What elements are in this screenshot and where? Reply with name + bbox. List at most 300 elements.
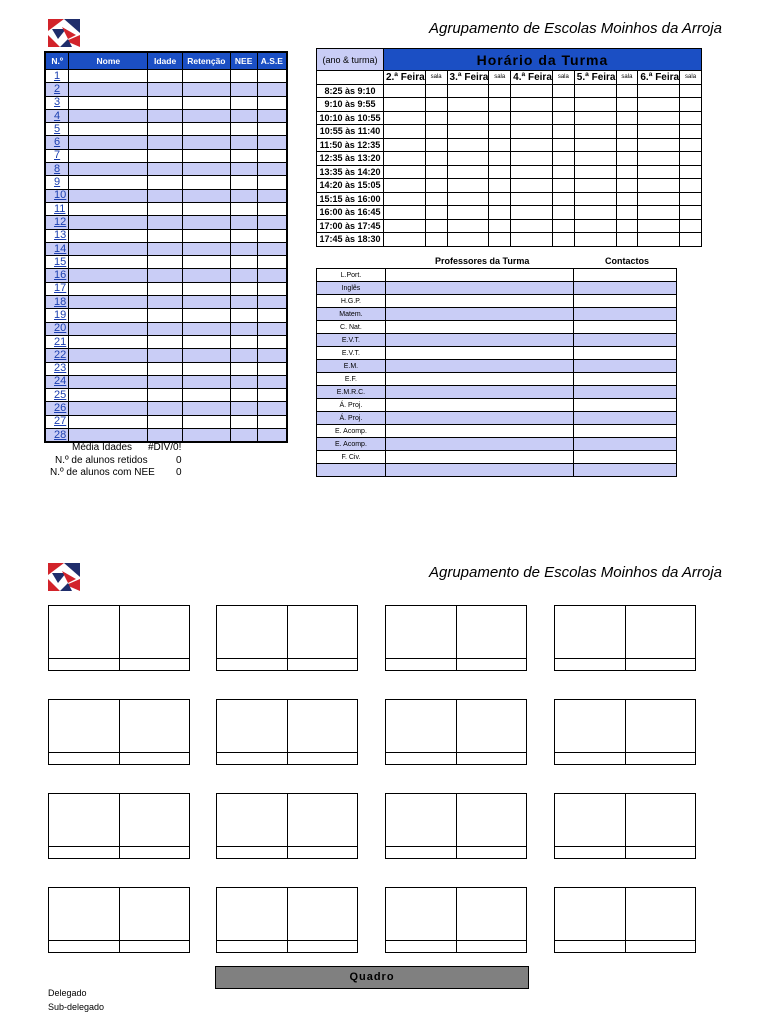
- student-retention-cell[interactable]: [182, 362, 230, 375]
- student-desk[interactable]: [385, 699, 527, 765]
- schedule-room-cell[interactable]: [425, 138, 447, 152]
- student-name-cell[interactable]: [69, 375, 148, 388]
- student-number-link[interactable]: 10: [45, 189, 69, 202]
- schedule-room-cell[interactable]: [552, 98, 574, 112]
- schedule-room-cell[interactable]: [489, 98, 511, 112]
- student-desk[interactable]: [554, 699, 696, 765]
- schedule-subject-cell[interactable]: [447, 206, 489, 220]
- student-ase-cell[interactable]: [257, 242, 287, 255]
- schedule-subject-cell[interactable]: [447, 179, 489, 193]
- student-nee-cell[interactable]: [230, 83, 257, 96]
- schedule-room-cell[interactable]: [425, 219, 447, 233]
- schedule-room-cell[interactable]: [489, 111, 511, 125]
- schedule-room-cell[interactable]: [425, 152, 447, 166]
- student-ase-cell[interactable]: [257, 335, 287, 348]
- student-ase-cell[interactable]: [257, 123, 287, 136]
- schedule-subject-cell[interactable]: [383, 179, 425, 193]
- student-retention-cell[interactable]: [182, 123, 230, 136]
- professor-name-cell[interactable]: [385, 412, 573, 425]
- schedule-subject-cell[interactable]: [447, 138, 489, 152]
- student-number-link[interactable]: 21: [45, 335, 69, 348]
- schedule-subject-cell[interactable]: [638, 165, 680, 179]
- student-nee-cell[interactable]: [230, 189, 257, 202]
- student-age-cell[interactable]: [148, 282, 183, 295]
- student-age-cell[interactable]: [148, 269, 183, 282]
- student-nee-cell[interactable]: [230, 375, 257, 388]
- student-name-cell[interactable]: [69, 296, 148, 309]
- student-age-cell[interactable]: [148, 335, 183, 348]
- student-nee-cell[interactable]: [230, 349, 257, 362]
- student-retention-cell[interactable]: [182, 375, 230, 388]
- professor-contact-cell[interactable]: [574, 321, 677, 334]
- student-age-cell[interactable]: [148, 163, 183, 176]
- professor-contact-cell[interactable]: [574, 425, 677, 438]
- student-ase-cell[interactable]: [257, 229, 287, 242]
- student-name-cell[interactable]: [69, 415, 148, 428]
- student-number-link[interactable]: 8: [45, 163, 69, 176]
- schedule-subject-cell[interactable]: [383, 111, 425, 125]
- professor-contact-cell[interactable]: [574, 412, 677, 425]
- schedule-room-cell[interactable]: [425, 192, 447, 206]
- professor-contact-cell[interactable]: [574, 373, 677, 386]
- student-nee-cell[interactable]: [230, 429, 257, 443]
- student-ase-cell[interactable]: [257, 269, 287, 282]
- student-name-cell[interactable]: [69, 362, 148, 375]
- schedule-subject-cell[interactable]: [511, 165, 553, 179]
- student-number-link[interactable]: 20: [45, 322, 69, 335]
- student-name-cell[interactable]: [69, 389, 148, 402]
- schedule-room-cell[interactable]: [680, 219, 702, 233]
- student-nee-cell[interactable]: [230, 296, 257, 309]
- schedule-room-cell[interactable]: [489, 233, 511, 247]
- student-nee-cell[interactable]: [230, 309, 257, 322]
- schedule-room-cell[interactable]: [680, 206, 702, 220]
- student-age-cell[interactable]: [148, 322, 183, 335]
- student-age-cell[interactable]: [148, 375, 183, 388]
- schedule-subject-cell[interactable]: [511, 233, 553, 247]
- schedule-room-cell[interactable]: [552, 152, 574, 166]
- student-retention-cell[interactable]: [182, 189, 230, 202]
- student-number-link[interactable]: 15: [45, 256, 69, 269]
- student-retention-cell[interactable]: [182, 389, 230, 402]
- student-nee-cell[interactable]: [230, 269, 257, 282]
- schedule-room-cell[interactable]: [680, 233, 702, 247]
- student-desk[interactable]: [48, 605, 190, 671]
- student-retention-cell[interactable]: [182, 282, 230, 295]
- student-retention-cell[interactable]: [182, 202, 230, 215]
- student-number-link[interactable]: 24: [45, 375, 69, 388]
- student-nee-cell[interactable]: [230, 136, 257, 149]
- student-retention-cell[interactable]: [182, 136, 230, 149]
- student-desk[interactable]: [48, 699, 190, 765]
- student-name-cell[interactable]: [69, 282, 148, 295]
- professor-name-cell[interactable]: [385, 334, 573, 347]
- student-number-link[interactable]: 14: [45, 242, 69, 255]
- schedule-room-cell[interactable]: [616, 192, 638, 206]
- professor-name-cell[interactable]: [385, 399, 573, 412]
- schedule-room-cell[interactable]: [552, 138, 574, 152]
- schedule-subject-cell[interactable]: [574, 192, 616, 206]
- student-desk[interactable]: [216, 793, 358, 859]
- student-name-cell[interactable]: [69, 349, 148, 362]
- professor-name-cell[interactable]: [385, 386, 573, 399]
- student-name-cell[interactable]: [69, 429, 148, 443]
- schedule-subject-cell[interactable]: [638, 206, 680, 220]
- student-retention-cell[interactable]: [182, 296, 230, 309]
- student-age-cell[interactable]: [148, 96, 183, 109]
- schedule-subject-cell[interactable]: [383, 165, 425, 179]
- schedule-subject-cell[interactable]: [574, 98, 616, 112]
- student-age-cell[interactable]: [148, 176, 183, 189]
- student-ase-cell[interactable]: [257, 309, 287, 322]
- student-ase-cell[interactable]: [257, 349, 287, 362]
- student-age-cell[interactable]: [148, 149, 183, 162]
- student-age-cell[interactable]: [148, 296, 183, 309]
- schedule-room-cell[interactable]: [680, 84, 702, 98]
- schedule-subject-cell[interactable]: [511, 111, 553, 125]
- student-number-link[interactable]: 27: [45, 415, 69, 428]
- student-number-link[interactable]: 11: [45, 202, 69, 215]
- student-age-cell[interactable]: [148, 349, 183, 362]
- student-number-link[interactable]: 7: [45, 149, 69, 162]
- student-retention-cell[interactable]: [182, 109, 230, 122]
- schedule-subject-cell[interactable]: [574, 152, 616, 166]
- professor-contact-cell[interactable]: [574, 399, 677, 412]
- student-age-cell[interactable]: [148, 202, 183, 215]
- schedule-subject-cell[interactable]: [447, 165, 489, 179]
- student-desk[interactable]: [385, 605, 527, 671]
- student-nee-cell[interactable]: [230, 242, 257, 255]
- student-retention-cell[interactable]: [182, 335, 230, 348]
- schedule-subject-cell[interactable]: [638, 192, 680, 206]
- student-ase-cell[interactable]: [257, 389, 287, 402]
- student-name-cell[interactable]: [69, 83, 148, 96]
- student-number-link[interactable]: 6: [45, 136, 69, 149]
- student-retention-cell[interactable]: [182, 149, 230, 162]
- student-age-cell[interactable]: [148, 256, 183, 269]
- student-nee-cell[interactable]: [230, 216, 257, 229]
- professor-name-cell[interactable]: [385, 451, 573, 464]
- student-age-cell[interactable]: [148, 429, 183, 443]
- schedule-subject-cell[interactable]: [638, 179, 680, 193]
- student-ase-cell[interactable]: [257, 83, 287, 96]
- student-number-link[interactable]: 19: [45, 309, 69, 322]
- student-desk[interactable]: [554, 887, 696, 953]
- schedule-subject-cell[interactable]: [447, 152, 489, 166]
- schedule-subject-cell[interactable]: [383, 98, 425, 112]
- schedule-room-cell[interactable]: [552, 179, 574, 193]
- professor-contact-cell[interactable]: [574, 464, 677, 477]
- student-nee-cell[interactable]: [230, 402, 257, 415]
- professor-contact-cell[interactable]: [574, 308, 677, 321]
- schedule-room-cell[interactable]: [616, 152, 638, 166]
- schedule-subject-cell[interactable]: [638, 233, 680, 247]
- student-retention-cell[interactable]: [182, 349, 230, 362]
- schedule-room-cell[interactable]: [616, 111, 638, 125]
- schedule-subject-cell[interactable]: [511, 206, 553, 220]
- professor-contact-cell[interactable]: [574, 360, 677, 373]
- student-ase-cell[interactable]: [257, 322, 287, 335]
- student-ase-cell[interactable]: [257, 282, 287, 295]
- student-age-cell[interactable]: [148, 242, 183, 255]
- student-age-cell[interactable]: [148, 402, 183, 415]
- schedule-subject-cell[interactable]: [638, 98, 680, 112]
- student-nee-cell[interactable]: [230, 335, 257, 348]
- student-retention-cell[interactable]: [182, 415, 230, 428]
- schedule-subject-cell[interactable]: [638, 152, 680, 166]
- schedule-subject-cell[interactable]: [574, 84, 616, 98]
- schedule-room-cell[interactable]: [616, 206, 638, 220]
- student-retention-cell[interactable]: [182, 429, 230, 443]
- student-ase-cell[interactable]: [257, 109, 287, 122]
- schedule-subject-cell[interactable]: [638, 84, 680, 98]
- professor-name-cell[interactable]: [385, 425, 573, 438]
- schedule-subject-cell[interactable]: [383, 152, 425, 166]
- student-desk[interactable]: [554, 605, 696, 671]
- student-retention-cell[interactable]: [182, 402, 230, 415]
- student-name-cell[interactable]: [69, 216, 148, 229]
- schedule-room-cell[interactable]: [680, 179, 702, 193]
- professor-contact-cell[interactable]: [574, 347, 677, 360]
- schedule-subject-cell[interactable]: [511, 98, 553, 112]
- student-age-cell[interactable]: [148, 70, 183, 83]
- student-nee-cell[interactable]: [230, 415, 257, 428]
- student-name-cell[interactable]: [69, 229, 148, 242]
- student-age-cell[interactable]: [148, 389, 183, 402]
- student-name-cell[interactable]: [69, 242, 148, 255]
- student-name-cell[interactable]: [69, 189, 148, 202]
- schedule-subject-cell[interactable]: [511, 84, 553, 98]
- schedule-room-cell[interactable]: [489, 152, 511, 166]
- student-ase-cell[interactable]: [257, 149, 287, 162]
- student-name-cell[interactable]: [69, 322, 148, 335]
- student-nee-cell[interactable]: [230, 109, 257, 122]
- schedule-room-cell[interactable]: [489, 138, 511, 152]
- student-name-cell[interactable]: [69, 176, 148, 189]
- schedule-subject-cell[interactable]: [447, 98, 489, 112]
- schedule-subject-cell[interactable]: [511, 152, 553, 166]
- professor-contact-cell[interactable]: [574, 295, 677, 308]
- student-nee-cell[interactable]: [230, 229, 257, 242]
- schedule-room-cell[interactable]: [425, 206, 447, 220]
- schedule-subject-cell[interactable]: [383, 138, 425, 152]
- schedule-room-cell[interactable]: [616, 125, 638, 139]
- student-retention-cell[interactable]: [182, 309, 230, 322]
- student-age-cell[interactable]: [148, 216, 183, 229]
- schedule-subject-cell[interactable]: [511, 179, 553, 193]
- schedule-room-cell[interactable]: [552, 84, 574, 98]
- student-ase-cell[interactable]: [257, 163, 287, 176]
- student-retention-cell[interactable]: [182, 163, 230, 176]
- student-name-cell[interactable]: [69, 96, 148, 109]
- schedule-room-cell[interactable]: [489, 165, 511, 179]
- student-number-link[interactable]: 23: [45, 362, 69, 375]
- schedule-room-cell[interactable]: [616, 84, 638, 98]
- student-ase-cell[interactable]: [257, 362, 287, 375]
- student-number-link[interactable]: 28: [45, 429, 69, 443]
- schedule-subject-cell[interactable]: [511, 192, 553, 206]
- student-age-cell[interactable]: [148, 136, 183, 149]
- professor-name-cell[interactable]: [385, 321, 573, 334]
- schedule-room-cell[interactable]: [552, 219, 574, 233]
- student-desk[interactable]: [48, 793, 190, 859]
- schedule-subject-cell[interactable]: [383, 125, 425, 139]
- student-nee-cell[interactable]: [230, 70, 257, 83]
- student-number-link[interactable]: 16: [45, 269, 69, 282]
- student-number-link[interactable]: 9: [45, 176, 69, 189]
- student-name-cell[interactable]: [69, 70, 148, 83]
- schedule-subject-cell[interactable]: [383, 206, 425, 220]
- student-age-cell[interactable]: [148, 362, 183, 375]
- schedule-subject-cell[interactable]: [447, 111, 489, 125]
- schedule-subject-cell[interactable]: [447, 84, 489, 98]
- student-ase-cell[interactable]: [257, 256, 287, 269]
- student-desk[interactable]: [216, 699, 358, 765]
- student-ase-cell[interactable]: [257, 415, 287, 428]
- schedule-subject-cell[interactable]: [574, 111, 616, 125]
- student-ase-cell[interactable]: [257, 429, 287, 443]
- student-retention-cell[interactable]: [182, 83, 230, 96]
- student-nee-cell[interactable]: [230, 163, 257, 176]
- schedule-subject-cell[interactable]: [574, 165, 616, 179]
- student-number-link[interactable]: 1: [45, 70, 69, 83]
- schedule-room-cell[interactable]: [425, 233, 447, 247]
- student-nee-cell[interactable]: [230, 322, 257, 335]
- student-number-link[interactable]: 5: [45, 123, 69, 136]
- professor-name-cell[interactable]: [385, 308, 573, 321]
- student-number-link[interactable]: 2: [45, 83, 69, 96]
- student-ase-cell[interactable]: [257, 202, 287, 215]
- schedule-room-cell[interactable]: [616, 138, 638, 152]
- professor-name-cell[interactable]: [385, 373, 573, 386]
- professor-name-cell[interactable]: [385, 360, 573, 373]
- professor-name-cell[interactable]: [385, 464, 573, 477]
- student-nee-cell[interactable]: [230, 123, 257, 136]
- student-retention-cell[interactable]: [182, 242, 230, 255]
- student-retention-cell[interactable]: [182, 269, 230, 282]
- schedule-room-cell[interactable]: [680, 125, 702, 139]
- student-desk[interactable]: [48, 887, 190, 953]
- student-name-cell[interactable]: [69, 202, 148, 215]
- student-nee-cell[interactable]: [230, 96, 257, 109]
- professor-name-cell[interactable]: [385, 347, 573, 360]
- schedule-room-cell[interactable]: [680, 111, 702, 125]
- schedule-room-cell[interactable]: [680, 165, 702, 179]
- student-age-cell[interactable]: [148, 189, 183, 202]
- student-age-cell[interactable]: [148, 309, 183, 322]
- schedule-room-cell[interactable]: [489, 84, 511, 98]
- professor-name-cell[interactable]: [385, 295, 573, 308]
- student-number-link[interactable]: 13: [45, 229, 69, 242]
- student-ase-cell[interactable]: [257, 375, 287, 388]
- professor-contact-cell[interactable]: [574, 269, 677, 282]
- schedule-room-cell[interactable]: [552, 233, 574, 247]
- schedule-room-cell[interactable]: [680, 138, 702, 152]
- student-number-link[interactable]: 12: [45, 216, 69, 229]
- student-age-cell[interactable]: [148, 415, 183, 428]
- student-age-cell[interactable]: [148, 123, 183, 136]
- student-ase-cell[interactable]: [257, 96, 287, 109]
- student-nee-cell[interactable]: [230, 176, 257, 189]
- student-ase-cell[interactable]: [257, 136, 287, 149]
- student-name-cell[interactable]: [69, 123, 148, 136]
- schedule-room-cell[interactable]: [616, 219, 638, 233]
- student-desk[interactable]: [216, 887, 358, 953]
- schedule-room-cell[interactable]: [552, 165, 574, 179]
- schedule-room-cell[interactable]: [425, 98, 447, 112]
- student-number-link[interactable]: 3: [45, 96, 69, 109]
- schedule-subject-cell[interactable]: [447, 125, 489, 139]
- schedule-subject-cell[interactable]: [638, 111, 680, 125]
- schedule-subject-cell[interactable]: [511, 125, 553, 139]
- student-name-cell[interactable]: [69, 163, 148, 176]
- student-nee-cell[interactable]: [230, 362, 257, 375]
- student-name-cell[interactable]: [69, 402, 148, 415]
- schedule-room-cell[interactable]: [552, 111, 574, 125]
- schedule-subject-cell[interactable]: [574, 179, 616, 193]
- student-nee-cell[interactable]: [230, 282, 257, 295]
- schedule-room-cell[interactable]: [425, 165, 447, 179]
- student-name-cell[interactable]: [69, 149, 148, 162]
- schedule-subject-cell[interactable]: [638, 219, 680, 233]
- schedule-room-cell[interactable]: [616, 98, 638, 112]
- student-number-link[interactable]: 17: [45, 282, 69, 295]
- schedule-subject-cell[interactable]: [383, 192, 425, 206]
- schedule-room-cell[interactable]: [425, 125, 447, 139]
- schedule-subject-cell[interactable]: [574, 206, 616, 220]
- student-ase-cell[interactable]: [257, 402, 287, 415]
- student-ase-cell[interactable]: [257, 70, 287, 83]
- schedule-room-cell[interactable]: [680, 98, 702, 112]
- schedule-subject-cell[interactable]: [511, 138, 553, 152]
- schedule-room-cell[interactable]: [552, 206, 574, 220]
- schedule-room-cell[interactable]: [489, 192, 511, 206]
- student-desk[interactable]: [385, 793, 527, 859]
- schedule-room-cell[interactable]: [489, 219, 511, 233]
- student-age-cell[interactable]: [148, 229, 183, 242]
- student-nee-cell[interactable]: [230, 389, 257, 402]
- student-ase-cell[interactable]: [257, 176, 287, 189]
- student-nee-cell[interactable]: [230, 149, 257, 162]
- schedule-subject-cell[interactable]: [574, 219, 616, 233]
- schedule-subject-cell[interactable]: [638, 138, 680, 152]
- schedule-room-cell[interactable]: [425, 111, 447, 125]
- student-ase-cell[interactable]: [257, 216, 287, 229]
- professor-contact-cell[interactable]: [574, 282, 677, 295]
- professor-name-cell[interactable]: [385, 438, 573, 451]
- schedule-subject-cell[interactable]: [383, 233, 425, 247]
- student-nee-cell[interactable]: [230, 202, 257, 215]
- student-retention-cell[interactable]: [182, 176, 230, 189]
- professor-contact-cell[interactable]: [574, 386, 677, 399]
- schedule-room-cell[interactable]: [616, 179, 638, 193]
- student-nee-cell[interactable]: [230, 256, 257, 269]
- student-number-link[interactable]: 26: [45, 402, 69, 415]
- schedule-subject-cell[interactable]: [383, 84, 425, 98]
- student-ase-cell[interactable]: [257, 189, 287, 202]
- student-name-cell[interactable]: [69, 109, 148, 122]
- professor-name-cell[interactable]: [385, 282, 573, 295]
- student-name-cell[interactable]: [69, 309, 148, 322]
- schedule-subject-cell[interactable]: [511, 219, 553, 233]
- schedule-room-cell[interactable]: [425, 84, 447, 98]
- schedule-room-cell[interactable]: [489, 179, 511, 193]
- student-retention-cell[interactable]: [182, 322, 230, 335]
- student-retention-cell[interactable]: [182, 256, 230, 269]
- schedule-room-cell[interactable]: [680, 152, 702, 166]
- student-name-cell[interactable]: [69, 335, 148, 348]
- student-name-cell[interactable]: [69, 269, 148, 282]
